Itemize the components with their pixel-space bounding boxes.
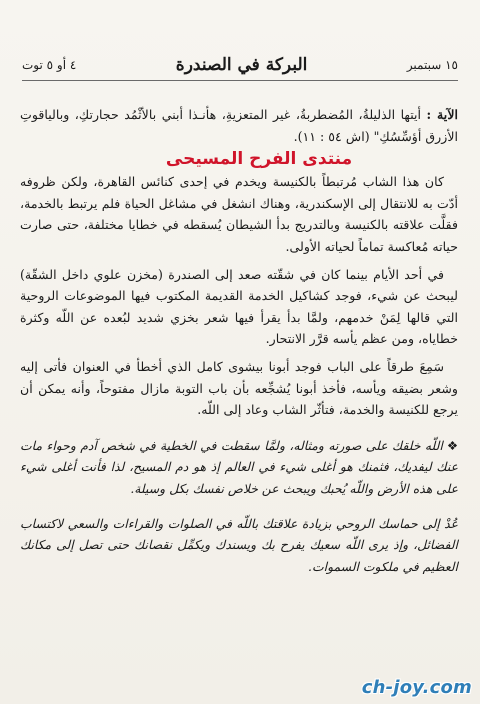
verse-block (20, 104, 458, 147)
page-header (22, 52, 458, 81)
meditation-1 (20, 435, 458, 499)
story-paragraph-1: كان هذا الشاب مُرتبطاً بالكنيسة ويخدم في إحدى كنائس القاهرة، ولكن ظروفه أدّت به للانتقال إلى الإسكندرية، وهناك انشغل في مشاغل الحياة فلم يرتبط بالخدمة، فقلَّت علاقته بالكنيسة وبالتدريج بدأ الشيطان يُسقطه في خطايا مختلفة، حتى صارت حياته مُعاكسة تماماً لحياته الأولى. (20, 174, 458, 254)
site-watermark: ch-joy.com (361, 677, 472, 698)
header-date: ١٥ سبتمبر (406, 58, 458, 72)
diamond-bullet-icon: ❖ (446, 437, 458, 453)
story-paragraph-3: سَمِعَ طرقاً على الباب فوجد أبونا بيشوى كامل الذي أخطأ في العنوان فأتى إليه وشعر بضيقه ويأسه، فأخذ أبونا يُشجِّعه بأن باب التوبة مازال مفتوحاً، وأنه يمكن أن يرجع للكنيسة والخدمة، فتأثّر الشاب وعاد إلى اللّه. (20, 358, 458, 418)
meditation-2 (20, 513, 458, 577)
forum-name-stamp: منتدى الفرح المسيحى (165, 149, 353, 170)
page-title: البركة في الصندرة (175, 55, 308, 75)
verse-label: الآية : (426, 107, 458, 122)
meditation-2-text: عُدْ إلى حماسك الروحي بزيادة علاقتك باللّه في الصلوات والقراءات والسعي لاكتساب الفضائل، وإذ يرى اللّه سعيك يفرح بك ويسندك ويكمِّل نقصانك حتى تصل إلى مكانك العظيم في ملكوت السموات. (20, 515, 458, 574)
meditation-1-text: اللّه خلقك على صورته ومثاله، ولمَّا سقطت في الخطية في شخص آدم وحواء مات عنك ليفديك، فثمنك هو أغلى شيء في العالم إذ هو دم المسيح، لذا فأنت أغلى شيء على هذه الأرض واللّه يُحبك ويبحث عن خلاص نفسك بكل وسيلة. (20, 437, 458, 496)
verse-text: أيتها الذليلةُ، المُضطربةُ، غير المتعزيةِ، هأنـذا أبني بالأثْمُد حجارتكِ، وبالياقوتِ الأزرق أؤسِّسُكِ" (اش ٥٤ : ١١). (20, 107, 458, 144)
header-coptic-date: ٤ أو ٥ توت (22, 58, 77, 72)
story-paragraph-2: في أحد الأيام بينما كان في شقّته صعد إلى الصندرة (مخزن علوي داخل الشقّة) ليبحث عن شيء، فوجد كشاكيل الخدمة القديمة المكتوب فيها الموضوعات الروحية التي قالها لِمَنْ خدمهم، ولمَّا بدأ يقرأ فيها شعر بخزي شديد لبُعده عن اللّه وكثرة خطاياه، ومن عظم يأسه قرَّر الانتحار. (20, 266, 458, 347)
page-body (20, 104, 458, 585)
